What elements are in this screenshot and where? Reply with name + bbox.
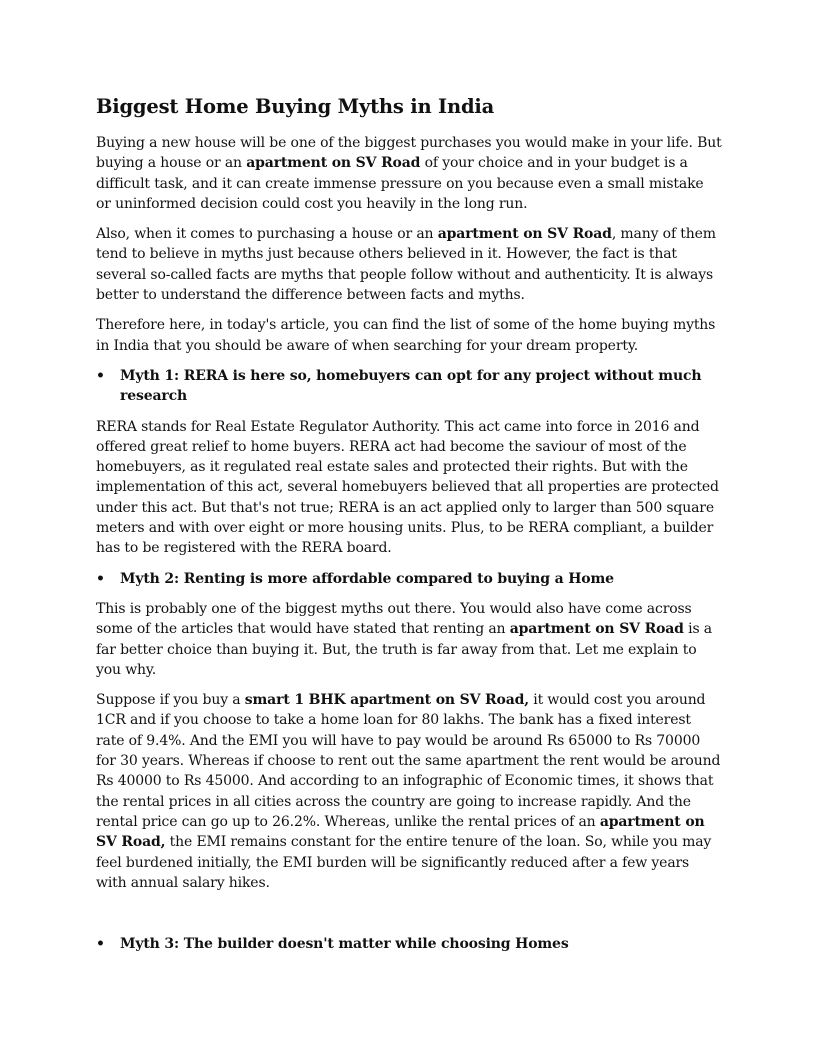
- myth-1-heading: • Myth 1: RERA is here so, homebuyers can opt for any project without much research: [96, 367, 702, 405]
- page-title: Biggest Home Buying Myths in India: [96, 95, 495, 118]
- intro-paragraph-2: Also, when it comes to purchasing a house or an apartment on SV Road, many of them tend to believe in myths just because others believed in it. However, the fact is that several so-called facts are myths that people follow without and authenticity. It is always better to understand the difference between facts and myths.: [96, 226, 716, 304]
- keyword-link: apartment on SV Road: [437, 226, 612, 243]
- myth-3-list: [96, 934, 722, 954]
- document-page: [96, 92, 722, 964]
- bullet-icon: •: [96, 367, 105, 384]
- myth-2-paragraph-2: Suppose if you buy a smart 1 BHK apartment on SV Road, it would cost you around 1CR and if you choose to take a home loan for 80 lakhs. The bank has a fixed interest rate of 9.4%. And the EMI you will have to pay would be around Rs 65000 to Rs 70000 for 30 years. Whereas if choose to rent out the same apartment the rent would be around Rs 40000 to Rs 45000. And according to an infographic of Economic times, it shows that the rental prices in all cities across the country are going to increase rapidly. And the rental price can go up to 26.2%. Whereas, unlike the rental prices of an apartment on SV Road, the EMI remains constant for the entire tenure of the loan. So, while you may feel burdened initially, the EMI burden will be significantly reduced after a few years with annual salary hikes.: [96, 692, 721, 891]
- keyword-link: apartment on SV Road,: [96, 813, 705, 851]
- keyword-link: apartment on SV Road: [509, 621, 684, 638]
- intro-paragraph-3: Therefore here, in today's article, you can find the list of some of the home buying myths in India that you should be aware of when searching for your dream property.: [96, 317, 716, 354]
- myth-1-body: RERA stands for Real Estate Regulator Authority. This act came into force in 2016 and offered great relief to home buyers. RERA act had become the saviour of most of the homebuyers, as it regulated real estate sales and protected their rights. But with the implementation of this act, several homebuyers believed that all properties are protected under this act. But that's not true; RERA is an act applied only to larger than 500 square meters and with over eight or more housing units. Plus, to be RERA compliant, a builder has to be registered with the RERA board.: [96, 418, 719, 557]
- bullet-icon: •: [96, 570, 105, 587]
- myth-2-list: [96, 569, 722, 589]
- myth-2-heading: • Myth 2: Renting is more affordable compared to buying a Home: [96, 569, 722, 589]
- myth-1-list: [96, 366, 722, 407]
- bullet-icon: •: [96, 936, 105, 953]
- myth-2-paragraph-1: This is probably one of the biggest myths out there. You would also have come across some of the articles that would have stated that renting an apartment on SV Road is a far better choice than buying it. But, the truth is far away from that. Let me explain to you why.: [96, 600, 712, 678]
- blank-line: [96, 903, 722, 934]
- keyword-link: smart 1 BHK apartment on SV Road,: [244, 692, 529, 709]
- keyword-link: apartment on SV Road: [246, 155, 421, 172]
- intro-paragraph-1: Buying a new house will be one of the biggest purchases you would make in your life. But buying a house or an apartment on SV Road of your choice and in your budget is a difficult task, and it can create immense pressure on you because even a small mistake or uninformed decision could cost you heavily in the long run.: [96, 135, 722, 212]
- myth-3-heading: • Myth 3: The builder doesn't matter while choosing Homes: [96, 934, 722, 954]
